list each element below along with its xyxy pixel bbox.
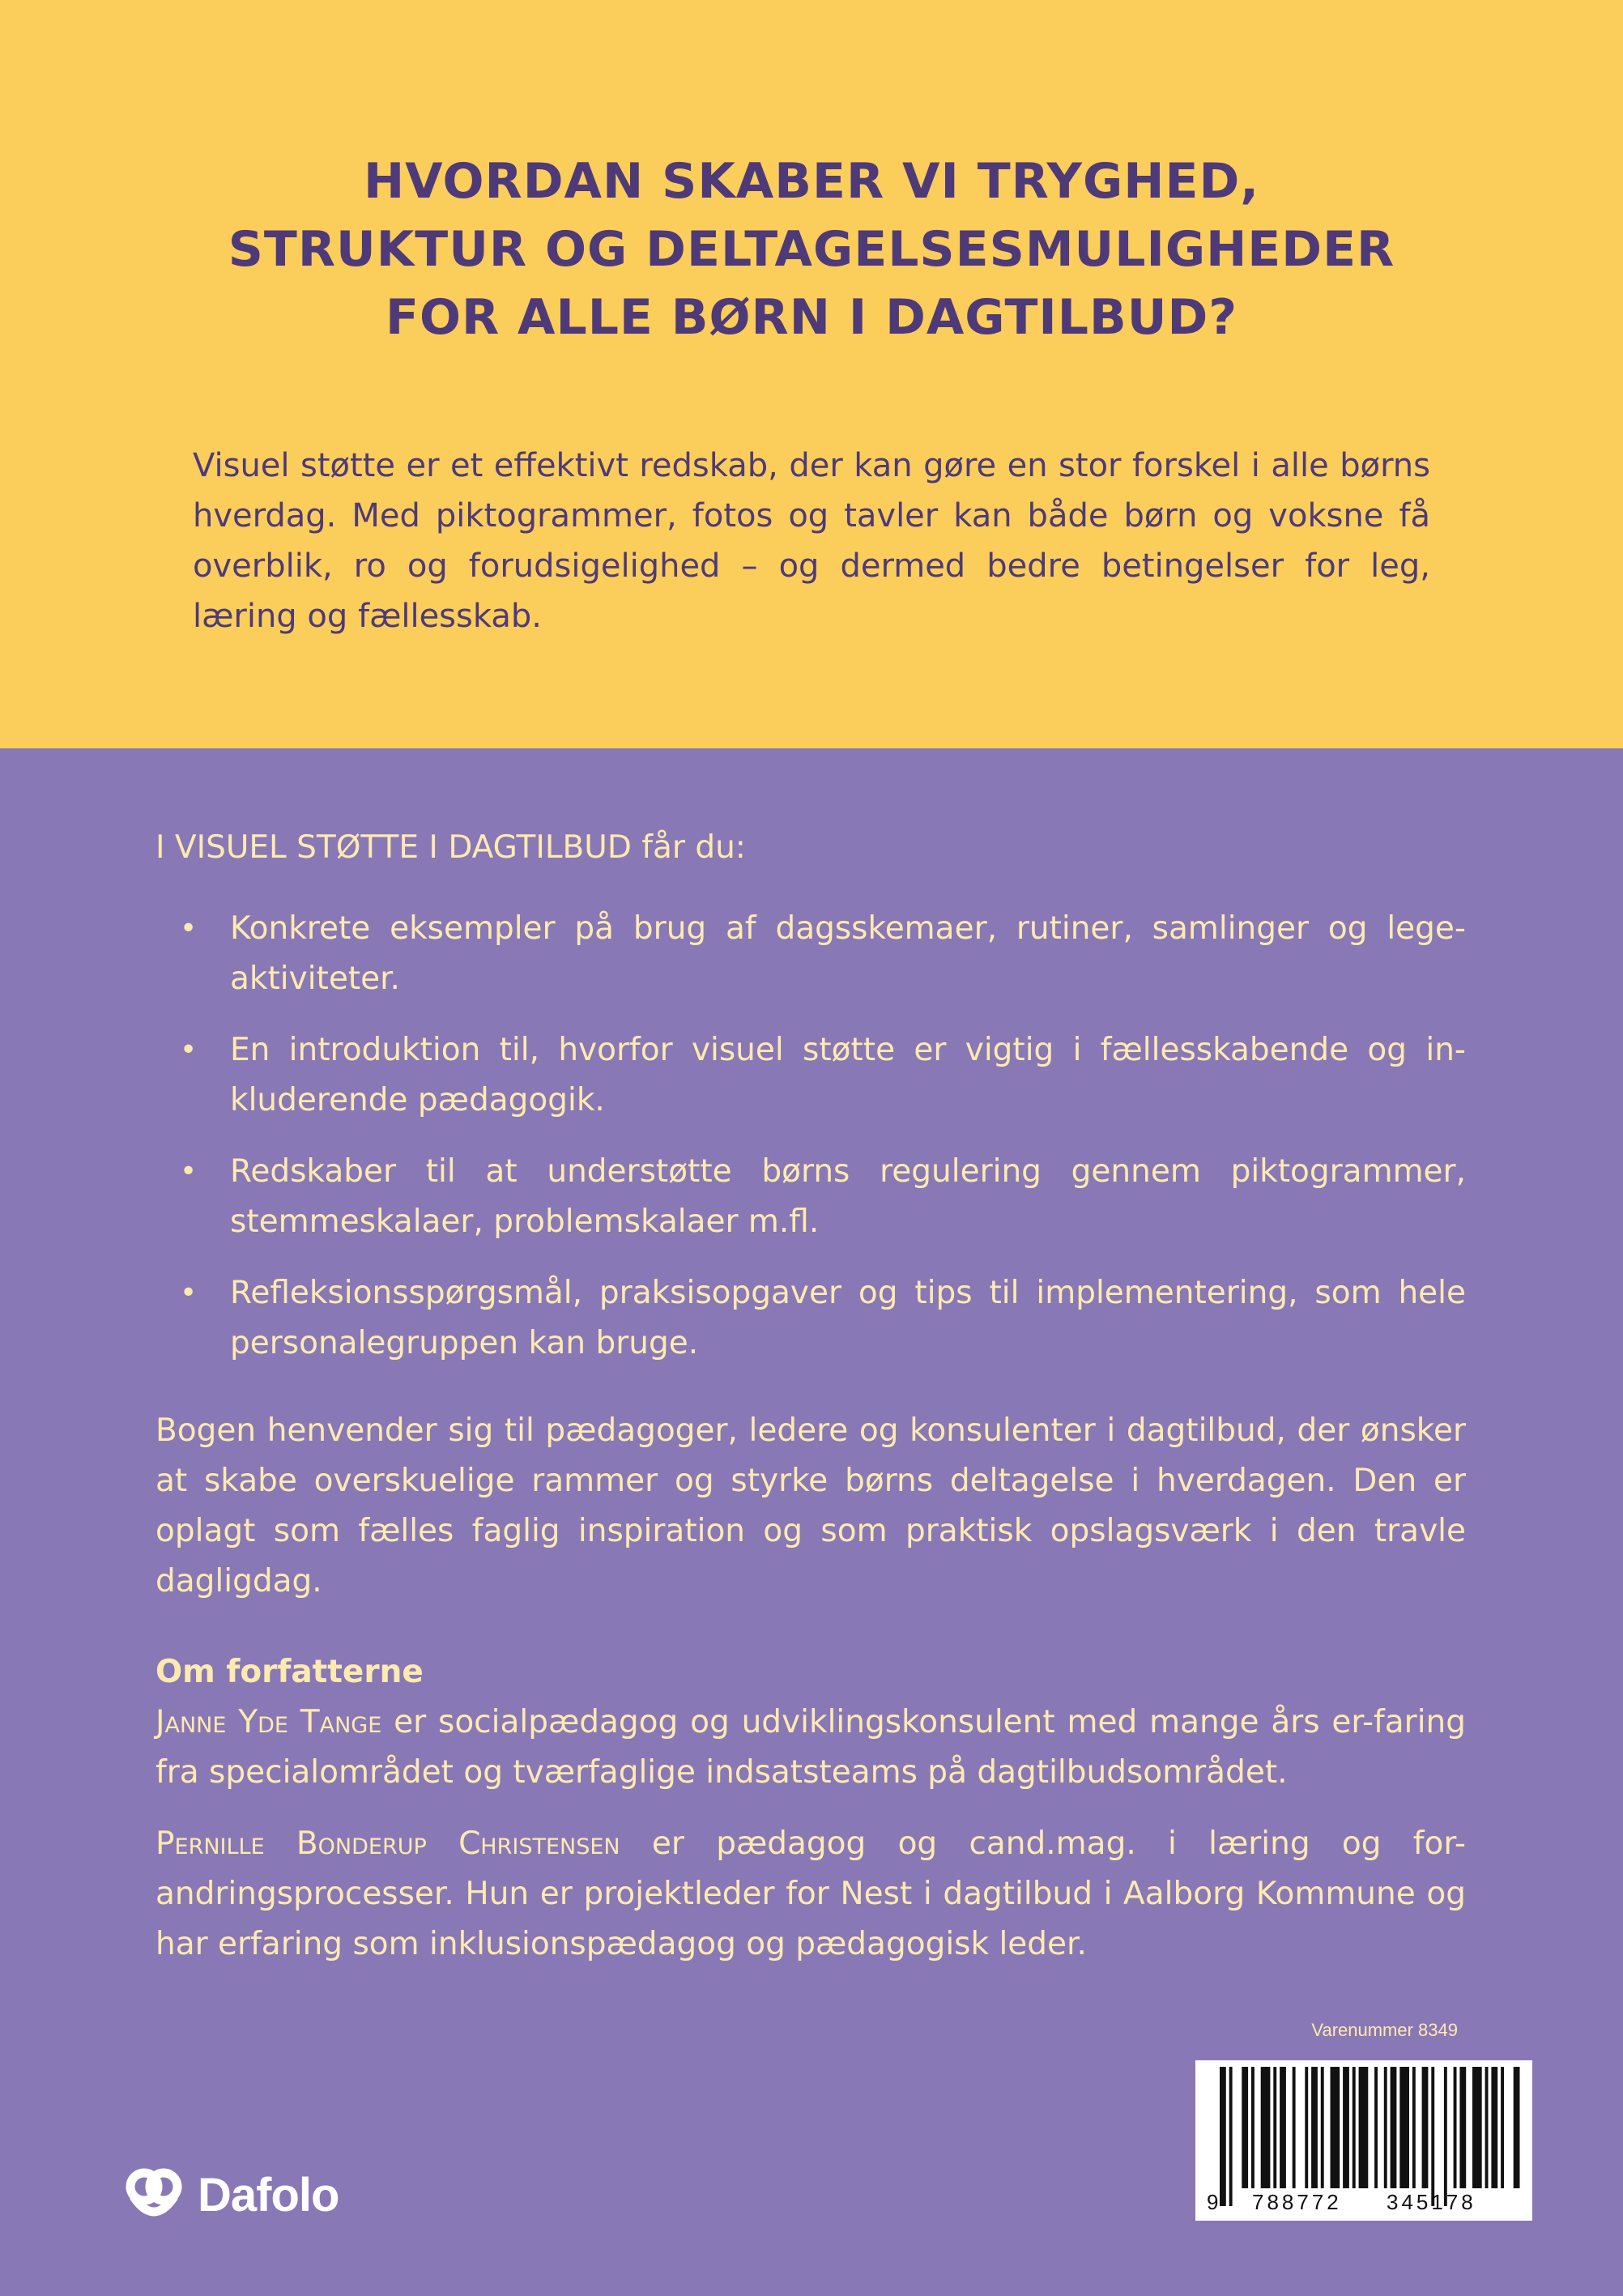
barcode-bar bbox=[1273, 2067, 1276, 2188]
barcode-bar bbox=[1220, 2067, 1226, 2206]
publisher-name: Dafolo bbox=[198, 2168, 339, 2221]
barcode-bar bbox=[1305, 2067, 1308, 2188]
barcode-bar bbox=[1412, 2067, 1416, 2188]
author1-name: Janne Yde Tange bbox=[155, 1704, 382, 1740]
barcode-bar bbox=[1391, 2067, 1397, 2188]
headline-line: HVORDAN SKABER VI TRYGHED, bbox=[363, 153, 1260, 210]
barcode bbox=[1195, 2060, 1532, 2221]
barcode-bar bbox=[1229, 2067, 1233, 2206]
bullet-dot: • bbox=[180, 1155, 198, 1188]
item-number: Varenummer 8349 bbox=[1311, 2020, 1458, 2040]
author2-name: Pernille Bonderup Christensen bbox=[155, 1825, 620, 1862]
barcode-bar bbox=[1485, 2067, 1489, 2188]
audience-paragraph: Bogen henvender sig til pædagoger, ledere og konsulenter i dagtilbud, der ønsker at skabe overskuelige rammer og styrke børns deltagelse i hverdagen. Den er oplagt som fælles faglig inspiration og som praktisk opslagsværk i den travle dagligdag. bbox=[155, 1412, 1466, 1600]
barcode-bar bbox=[1261, 2067, 1271, 2188]
bullet-text: Konkrete eksempler på brug af dagsskemaer, rutiner, samlinger og lege-aktiviteter. bbox=[230, 910, 1466, 997]
author1-bio bbox=[155, 1698, 1466, 1798]
barcode-bar bbox=[1472, 2067, 1482, 2188]
author2-bio-text: er pædagog og cand.mag. i læring og for-andringsprocesser. Hun er projektleder for Nest i dagtilbud i Aalborg Kommune og har erfaring som inklusionspædagog og pædagogisk leder. bbox=[155, 1825, 1466, 1962]
headline-line: STRUKTUR OG DELTAGELSESMULIGHEDER bbox=[228, 221, 1395, 278]
bullet-item bbox=[155, 1268, 1466, 1369]
bullet-text: En introduktion til, hvorfor visuel støtte er vigtig i fællesskabende og in-kluderende pædagogik. bbox=[230, 1032, 1466, 1118]
bullet-dot: • bbox=[180, 912, 198, 945]
bullet-dot: • bbox=[180, 1276, 198, 1310]
author1-bio-text: er socialpædagog og udviklingskonsulent med mange års er-faring fra specialområdet og tværfaglige indsatsteams på dagtilbudsområdet. bbox=[155, 1704, 1467, 1791]
barcode-digits bbox=[1195, 2190, 1532, 2219]
barcode-bar bbox=[1431, 2067, 1434, 2206]
about-authors-heading: Om forfatterne bbox=[155, 1654, 424, 1690]
barcode-digit-first: 9 bbox=[1207, 2190, 1219, 2214]
barcode-bar bbox=[1501, 2067, 1504, 2188]
barcode-bar bbox=[1384, 2067, 1387, 2188]
bullet-item bbox=[155, 1147, 1466, 1247]
barcode-bar bbox=[1352, 2067, 1356, 2188]
dafolo-logo-icon bbox=[121, 2162, 186, 2227]
barcode-bar bbox=[1422, 2067, 1429, 2188]
barcode-bar bbox=[1459, 2067, 1466, 2188]
barcode-bar bbox=[1454, 2067, 1457, 2188]
intro-paragraph: Visuel støtte er et effektivt redskab, der kan gøre en stor forskel i alle børns hverdag. Med piktogrammer, fotos og tavler kan både børn og voksne få overblik, ro og forudsigelighed – og dermed bedre betingelser for leg, læring og fællesskab. bbox=[193, 447, 1430, 635]
barcode-bar bbox=[1293, 2067, 1296, 2188]
bullet-text: Refleksionsspørgsmål, praksisopgaver og tips til implementering, som hele personalegruppen kan bruge. bbox=[230, 1275, 1466, 1361]
barcode-bar bbox=[1242, 2067, 1248, 2188]
barcode-bar bbox=[1514, 2067, 1520, 2188]
barcode-bar bbox=[1311, 2067, 1318, 2188]
lead-text: I VISUEL STØTTE I DAGTILBUD får du: bbox=[155, 829, 746, 866]
headline bbox=[0, 147, 1623, 351]
barcode-bar bbox=[1343, 2067, 1349, 2188]
barcode-bar bbox=[1331, 2067, 1340, 2188]
barcode-bar bbox=[1444, 2067, 1447, 2206]
barcode-bar bbox=[1491, 2067, 1497, 2188]
barcode-bar bbox=[1399, 2067, 1409, 2188]
barcode-group-right: 345178 bbox=[1387, 2190, 1476, 2214]
barcode-bar bbox=[1374, 2067, 1378, 2188]
bullet-list bbox=[155, 904, 1466, 1390]
bullet-item bbox=[155, 904, 1466, 1004]
barcode-bar bbox=[1321, 2067, 1324, 2188]
barcode-group-left: 788772 bbox=[1252, 2190, 1342, 2214]
headline-line: FOR ALLE BØRN I DAGTILBUD? bbox=[385, 289, 1238, 346]
bullet-item bbox=[155, 1025, 1466, 1126]
publisher-logo bbox=[121, 2162, 339, 2227]
author2-bio bbox=[155, 1819, 1466, 1970]
bullet-text: Redskaber til at understøtte børns regulering gennem piktogrammer, stemmeskalaer, problemskalaer m.fl. bbox=[230, 1153, 1466, 1240]
barcode-bar bbox=[1359, 2067, 1369, 2188]
barcode-bar bbox=[1251, 2067, 1255, 2188]
bullet-dot: • bbox=[180, 1033, 198, 1067]
barcode-bar bbox=[1280, 2067, 1286, 2188]
